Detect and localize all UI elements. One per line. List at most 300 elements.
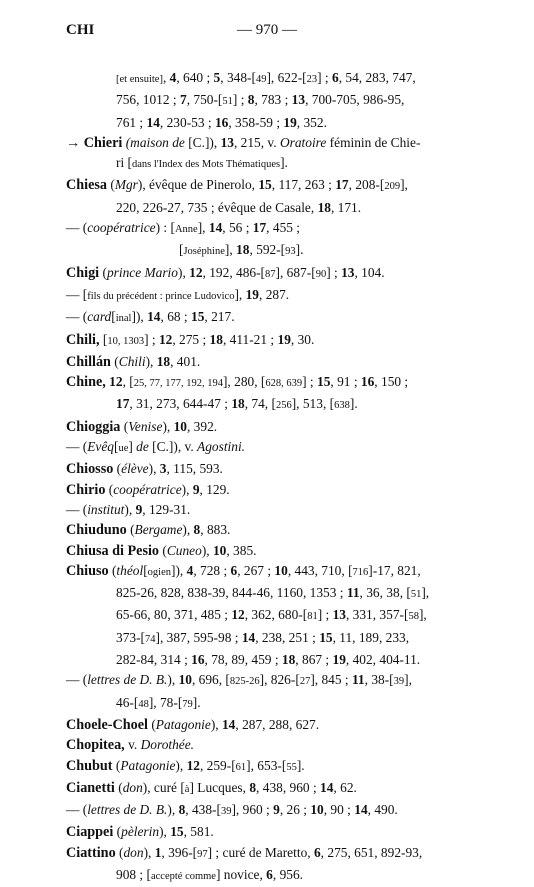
entry-text: , 287, 288, 627. <box>235 716 320 732</box>
entry-text: ] ; <box>144 331 159 347</box>
entry-text: 39 <box>220 806 232 818</box>
entry-text: 4 <box>186 562 194 578</box>
entry-text: ], 653-[ <box>246 757 287 773</box>
entry-text: , 78, 89, 459 ; <box>204 652 282 668</box>
index-continuation-line <box>66 68 470 90</box>
entry-text: [ <box>111 309 116 325</box>
entry-text: , 91 ; <box>330 374 361 390</box>
entry-text: Dorothée. <box>140 737 195 753</box>
entry-text: ( <box>113 824 122 840</box>
entry-text: , 358-59 ; <box>228 114 284 130</box>
entry-text: 19 <box>332 652 346 668</box>
entry-text: Agostini. <box>197 439 246 455</box>
entry-text: , 287. <box>259 286 290 302</box>
entry-text: ), <box>143 844 155 860</box>
entry-text: ] ; <box>232 92 248 108</box>
page-number: — 970 — <box>237 22 297 38</box>
entry-text: ( <box>120 418 129 434</box>
entry-text: ], <box>404 672 412 688</box>
entry-text: 5 <box>213 70 221 85</box>
entry-text: Bergame <box>134 522 183 538</box>
entry-text: ], 960 ; <box>231 802 274 818</box>
entry-text: , 867 ; <box>295 652 333 668</box>
index-entry-line <box>66 352 470 372</box>
entry-text: , 956. <box>272 866 304 882</box>
entry-text: 220, 226-27, 735 ; évêque de Casale, <box>116 199 318 215</box>
entry-text: — [ <box>66 286 88 302</box>
entry-text: féminin de Chie- <box>326 134 421 150</box>
entry-headword: Chiuso <box>66 562 109 579</box>
entry-text: , 56 ; <box>222 220 253 236</box>
entry-text: [et ensuite] <box>116 74 163 85</box>
index-continuation-line <box>66 394 470 416</box>
entry-text: inal <box>115 313 132 325</box>
entry-text: Anne <box>174 224 198 236</box>
entry-text: ], <box>224 242 237 258</box>
index-continuation-line <box>66 605 470 627</box>
entry-text: ( <box>114 779 123 795</box>
entry-text: , 401. <box>170 353 201 369</box>
entry-text: ), <box>182 522 194 538</box>
entry-text: 15 <box>319 629 333 645</box>
entry-text: ] ; <box>302 374 317 390</box>
entry-text: ]), <box>131 309 148 325</box>
entry-text: , 352. <box>296 114 327 130</box>
entry-text: 97 <box>197 848 208 860</box>
entry-text: 12 <box>189 264 203 280</box>
entry-text: 628, 639 <box>265 378 303 390</box>
entry-text: 10, 1303 <box>107 335 145 347</box>
entry-text: ), <box>148 461 160 477</box>
entry-text: fils du précédent : prince Ludovico <box>87 290 235 302</box>
entry-text: ri [ <box>116 155 132 171</box>
entry-text: ], <box>400 177 408 193</box>
entry-text: , 208-[ <box>348 177 385 193</box>
entry-text: ), <box>177 264 190 280</box>
entry-text: , 438-[ <box>185 802 221 818</box>
entry-text: coopératrice <box>113 481 182 497</box>
entry-text: 81 <box>307 611 318 623</box>
entry-headword: Cianetti <box>66 779 115 796</box>
entry-text: 11 <box>351 672 365 688</box>
entry-text: 373-[ <box>116 629 146 645</box>
entry-text: ), <box>210 716 222 732</box>
entry-text: 638 <box>334 400 350 412</box>
entry-text: — ( <box>66 501 88 517</box>
index-continuation-line <box>66 240 470 262</box>
entry-text: 8 <box>249 779 257 795</box>
index-entry-line <box>66 372 470 394</box>
entry-text: 39 <box>393 676 405 688</box>
entry-text: 12 <box>231 607 245 623</box>
entry-headword: Chiuduno <box>66 522 127 539</box>
index-continuation-line <box>66 865 470 887</box>
entry-text: 18 <box>281 652 296 668</box>
index-entry-line <box>66 541 470 561</box>
entry-headword: Chirio <box>66 481 106 498</box>
entry-text: 87 <box>265 268 276 280</box>
index-entry-line <box>66 459 470 479</box>
entry-text: , 411-21 ; <box>222 331 278 347</box>
running-head: CHI <box>66 22 95 38</box>
entry-text: 16 <box>214 114 229 130</box>
entry-text: 18 <box>236 242 250 258</box>
entry-text: 9 <box>192 481 200 497</box>
entry-text: 58 <box>408 611 419 623</box>
entry-text: , 117, 263 ; <box>271 177 336 193</box>
entry-text: 49 <box>255 74 267 85</box>
entry-text: ], 280, [ <box>222 374 266 390</box>
index-continuation-line <box>66 153 470 175</box>
index-entry-line <box>66 843 470 865</box>
entry-text: , 62. <box>333 779 357 795</box>
entry-text: , 36, 38, [ <box>359 585 411 601</box>
entry-text: , 26 ; <box>279 802 311 818</box>
entry-headword: Chiusa di Pesio <box>66 542 160 559</box>
entry-text: 4 <box>169 70 177 85</box>
entry-text: ( <box>99 264 107 280</box>
entry-text: Mgr <box>114 177 138 193</box>
entry-text: (maison de <box>125 134 185 150</box>
entry-text: 10 <box>178 672 192 688</box>
index-continuation-line <box>66 90 470 112</box>
index-entry-line <box>66 218 470 240</box>
entry-text: [ <box>99 331 108 347</box>
entry-text: 9 <box>273 802 280 818</box>
entry-text: 17 <box>116 396 130 412</box>
entry-text: 14 <box>146 114 160 130</box>
entry-text: ), <box>201 542 213 558</box>
entry-headword: Chiesa <box>66 177 107 194</box>
entry-text: , 129-31. <box>142 501 191 517</box>
entry-text: 716 <box>352 566 369 578</box>
entry-text: ], 826-[ <box>259 672 300 688</box>
entry-text: ] ; <box>317 70 332 85</box>
entry-text: 13 <box>332 607 346 623</box>
entry-text: [C.]), v. <box>148 439 198 455</box>
entry-text: 1 <box>154 844 162 860</box>
entry-text: ]-17, 821, <box>368 562 421 578</box>
entry-text: 79 <box>182 698 193 710</box>
entry-text: coopératrice <box>87 220 156 236</box>
entry-text: , 171. <box>330 199 362 215</box>
entry-text: ]. <box>192 694 201 710</box>
entry-text: ), curé [ <box>142 779 185 795</box>
entry-text: , 217. <box>204 309 235 325</box>
entry-text: 825-26 <box>229 676 260 688</box>
entry-text: Joséphine <box>183 246 225 258</box>
entry-text: [C.]), <box>184 134 221 150</box>
entry-text: 51 <box>222 96 233 108</box>
entry-text: 12 <box>158 331 173 347</box>
entry-text: 908 ; [ <box>116 866 151 882</box>
entry-text: , 348-[ <box>220 70 256 85</box>
entry-text: ( <box>105 481 114 497</box>
entry-text: 17 <box>252 220 267 236</box>
entry-text: don <box>122 779 143 795</box>
entry-text: 15 <box>191 309 205 325</box>
entry-text: 90 <box>315 268 327 280</box>
entry-text: 756, 1012 ; <box>116 92 180 108</box>
entry-text: ( <box>112 757 121 773</box>
entry-headword: Chigi <box>66 264 100 281</box>
index-entry-line <box>66 307 470 329</box>
entry-text: 15 <box>317 374 331 390</box>
entry-text: 15 <box>258 177 272 193</box>
entry-headword: Chioggia <box>66 418 121 435</box>
entry-text: ]), <box>170 562 187 578</box>
entry-text: 18 <box>156 353 171 369</box>
entry-text: 18 <box>317 199 331 215</box>
entry-text: , 215, v. <box>233 134 280 150</box>
entry-text: 14 <box>208 220 223 236</box>
entry-text: ], 387, 595-98 ; <box>155 629 242 645</box>
entry-text: 12 <box>186 757 200 773</box>
entry-text: , 490. <box>367 802 398 818</box>
index-entry-line <box>66 822 470 842</box>
entry-text: , 385. <box>226 542 257 558</box>
entry-text: 10 <box>310 802 324 818</box>
entry-text: 13 <box>291 92 306 108</box>
entry-text: 8 <box>193 522 201 538</box>
entry-headword: Chillán <box>66 353 111 370</box>
entry-text: 25, 77, 177, 192, 194 <box>133 378 223 390</box>
index-entry-line <box>66 437 470 459</box>
entry-text: prince Mario <box>106 264 178 280</box>
entry-text: , 54, 283, 747, <box>338 70 416 85</box>
entry-text: théol <box>116 562 144 578</box>
entry-text: institut <box>87 501 125 517</box>
entry-text: 19 <box>283 114 297 130</box>
entry-text: , 115, 593. <box>166 461 223 477</box>
entry-text: 7 <box>179 92 187 108</box>
entry-text: 12 <box>109 374 123 390</box>
entry-text: ), <box>159 824 171 840</box>
entry-text: , 230-53 ; <box>159 114 215 130</box>
index-entry-line <box>66 756 470 778</box>
entry-text: ], 845 ; <box>310 672 352 688</box>
entry-text: 825-26, 828, 838-39, 844-46, 1160, 1353 ; <box>116 585 347 601</box>
entry-text: , 267 ; <box>237 562 275 578</box>
index-continuation-line <box>66 583 470 605</box>
entry-text: 65-66, 80, 371, 485 ; <box>116 607 232 623</box>
entry-text: Venise <box>128 418 163 434</box>
entry-text: , 362, 680-[ <box>244 607 308 623</box>
entry-text: , 392. <box>186 418 218 434</box>
entry-text: ), <box>181 481 193 497</box>
entry-text: accepté comme <box>150 870 216 882</box>
entry-text: ( <box>126 522 135 538</box>
entry-headword: → Chieri <box>66 134 123 151</box>
entry-text: , [ <box>122 374 134 390</box>
entry-headword: Ciappei <box>66 824 114 841</box>
entry-text: , 259-[ <box>199 757 236 773</box>
entry-text: ]. <box>295 242 304 258</box>
entry-text: ] ; curé de Maretto, <box>207 844 314 860</box>
entry-text: Patagonie <box>120 757 176 773</box>
entry-text: 27 <box>299 676 311 688</box>
entry-text: , 581. <box>183 824 214 840</box>
entry-text: ), <box>167 802 179 818</box>
entry-text: , 443, 710, [ <box>287 562 353 578</box>
entry-headword: Chili, <box>66 331 100 348</box>
entry-text: 6 <box>230 562 238 578</box>
entry-text: ( <box>107 177 115 193</box>
entry-text: ( <box>108 562 117 578</box>
entry-text: à <box>184 783 190 795</box>
entry-text: 15 <box>170 824 184 840</box>
index-entry-line <box>66 800 470 822</box>
entry-text: , 402, 404-11. <box>345 652 421 668</box>
index-entry-line <box>66 670 470 692</box>
entry-text: ogien <box>147 566 171 578</box>
entry-text: 19 <box>277 331 291 347</box>
entry-text: 16 <box>360 374 375 390</box>
entry-text: — ( <box>66 309 88 325</box>
entry-text: ( <box>147 716 156 732</box>
entry-text: ]. <box>280 155 288 171</box>
entry-text: ], 78-[ <box>148 694 183 710</box>
entry-text: Chili <box>118 353 146 369</box>
entry-text: 23 <box>306 74 318 85</box>
entry-text: ] Lucques, <box>189 779 250 795</box>
entry-text: 3 <box>159 461 167 477</box>
entry-text: ]. <box>296 757 305 773</box>
entry-text: , 750-[ <box>186 92 223 108</box>
entry-text: 14 <box>241 629 256 645</box>
entry-text: 209 <box>384 181 401 193</box>
entry-text: 93 <box>285 246 296 258</box>
entry-text: ], <box>234 286 246 302</box>
entry-text: ], 687-[ <box>275 264 316 280</box>
entry-text: card <box>87 309 112 325</box>
entry-text: 61 <box>235 761 247 773</box>
entry-text: ], 513, [ <box>291 396 335 412</box>
entry-text: , 396-[ <box>161 844 198 860</box>
entry-text: Evêq <box>87 439 114 455</box>
entry-text: , 455 ; <box>266 220 301 236</box>
entry-text: , 38-[ <box>364 672 394 688</box>
entry-text: , 192, 486-[ <box>202 264 266 280</box>
index-entry-line <box>66 715 470 735</box>
entry-text: 14 <box>147 309 161 325</box>
entry-text: ( <box>110 353 119 369</box>
entry-text: lettres de D. B. <box>87 802 168 818</box>
entry-text: 10 <box>212 542 227 558</box>
entry-headword: Chubut <box>66 757 113 774</box>
entry-text: , 11, 189, 233, <box>332 629 410 645</box>
entry-text: — ( <box>66 672 88 688</box>
index-entry-line <box>66 330 470 352</box>
entry-text: 16 <box>191 652 205 668</box>
entry-text: 48 <box>138 698 149 710</box>
index-entry-line <box>66 263 470 285</box>
entry-text: ], 622-[ <box>266 70 307 85</box>
entry-text: , 438, 960 ; <box>256 779 321 795</box>
entry-text: , 129. <box>199 481 230 497</box>
entry-text: [ <box>143 562 148 578</box>
index-entry-line <box>66 561 470 583</box>
entry-text: , 728 ; <box>193 562 231 578</box>
entry-text: ), <box>167 672 179 688</box>
entry-text: , 883. <box>200 522 231 538</box>
entry-text: élève <box>121 461 149 477</box>
entry-text: 14 <box>320 779 334 795</box>
page-header <box>66 22 468 44</box>
entry-headword: Chiosso <box>66 461 114 478</box>
entry-text: , 68 ; <box>160 309 192 325</box>
entry-text: ), <box>162 418 174 434</box>
entry-text: 46-[ <box>116 694 139 710</box>
entry-text: — ( <box>66 802 88 818</box>
entry-text: 55 <box>286 761 297 773</box>
index-continuation-line <box>66 198 470 218</box>
entry-text: 761 ; <box>116 114 147 130</box>
entry-text: , 783 ; <box>254 92 292 108</box>
entry-text: 51 <box>410 589 422 601</box>
entry-headword: Ciattino <box>66 844 116 861</box>
index-entry-line <box>66 285 470 307</box>
entry-text: , 275 ; <box>172 331 210 347</box>
entry-text: , 700-705, 986-95, <box>305 92 405 108</box>
entry-text: 6 <box>332 70 339 85</box>
entry-text: 8 <box>247 92 255 108</box>
entry-text: 9 <box>135 501 143 517</box>
entry-headword: Chopitea, <box>66 737 125 754</box>
index-entry-line <box>66 735 470 755</box>
entry-text: 18 <box>231 396 245 412</box>
index-entry-line <box>66 500 470 520</box>
entry-text: 14 <box>354 802 368 818</box>
entry-text: [ <box>179 242 184 258</box>
index-entry-line <box>66 480 470 500</box>
entry-text: , 238, 251 ; <box>255 629 320 645</box>
entry-text: ] ; <box>317 607 333 623</box>
index-entry-line <box>66 778 470 800</box>
entry-text: , 696, [ <box>191 672 230 688</box>
entry-text: [ <box>113 439 119 455</box>
entry-text: , 104. <box>354 264 385 280</box>
entry-text: , 150 ; <box>374 374 409 390</box>
entry-text: 14 <box>221 716 236 732</box>
entry-text: 74 <box>145 633 156 645</box>
entry-text: — ( <box>66 220 88 236</box>
entry-text: ), <box>175 757 187 773</box>
entry-text: , 31, 273, 644-47 ; <box>129 396 232 412</box>
entry-text: , <box>162 70 170 85</box>
entry-text: v. <box>124 737 141 753</box>
entry-text: , 30. <box>290 331 315 347</box>
entry-headword: Chine, <box>66 374 106 391</box>
entry-text: Oratoire <box>279 134 327 150</box>
entry-text: , 640 ; <box>176 70 214 85</box>
entry-text: ue <box>118 443 129 455</box>
entry-text: 6 <box>266 866 273 882</box>
entry-text: Patagonie <box>155 716 211 732</box>
entry-text: ] ; <box>326 264 342 280</box>
entry-text: 256 <box>275 400 292 412</box>
entry-text: 19 <box>245 286 259 302</box>
index-continuation-line <box>66 113 470 133</box>
index-entry-line <box>66 417 470 437</box>
entry-text: , 331, 357-[ <box>345 607 409 623</box>
entry-text: ), évêque de Pinerolo, <box>137 177 259 193</box>
entry-text: 10 <box>274 562 288 578</box>
entry-text: 13 <box>220 134 234 150</box>
entry-text: de <box>136 439 149 455</box>
entry-text: , 275, 651, 892-93, <box>320 844 423 860</box>
entry-text: ( <box>159 542 167 558</box>
